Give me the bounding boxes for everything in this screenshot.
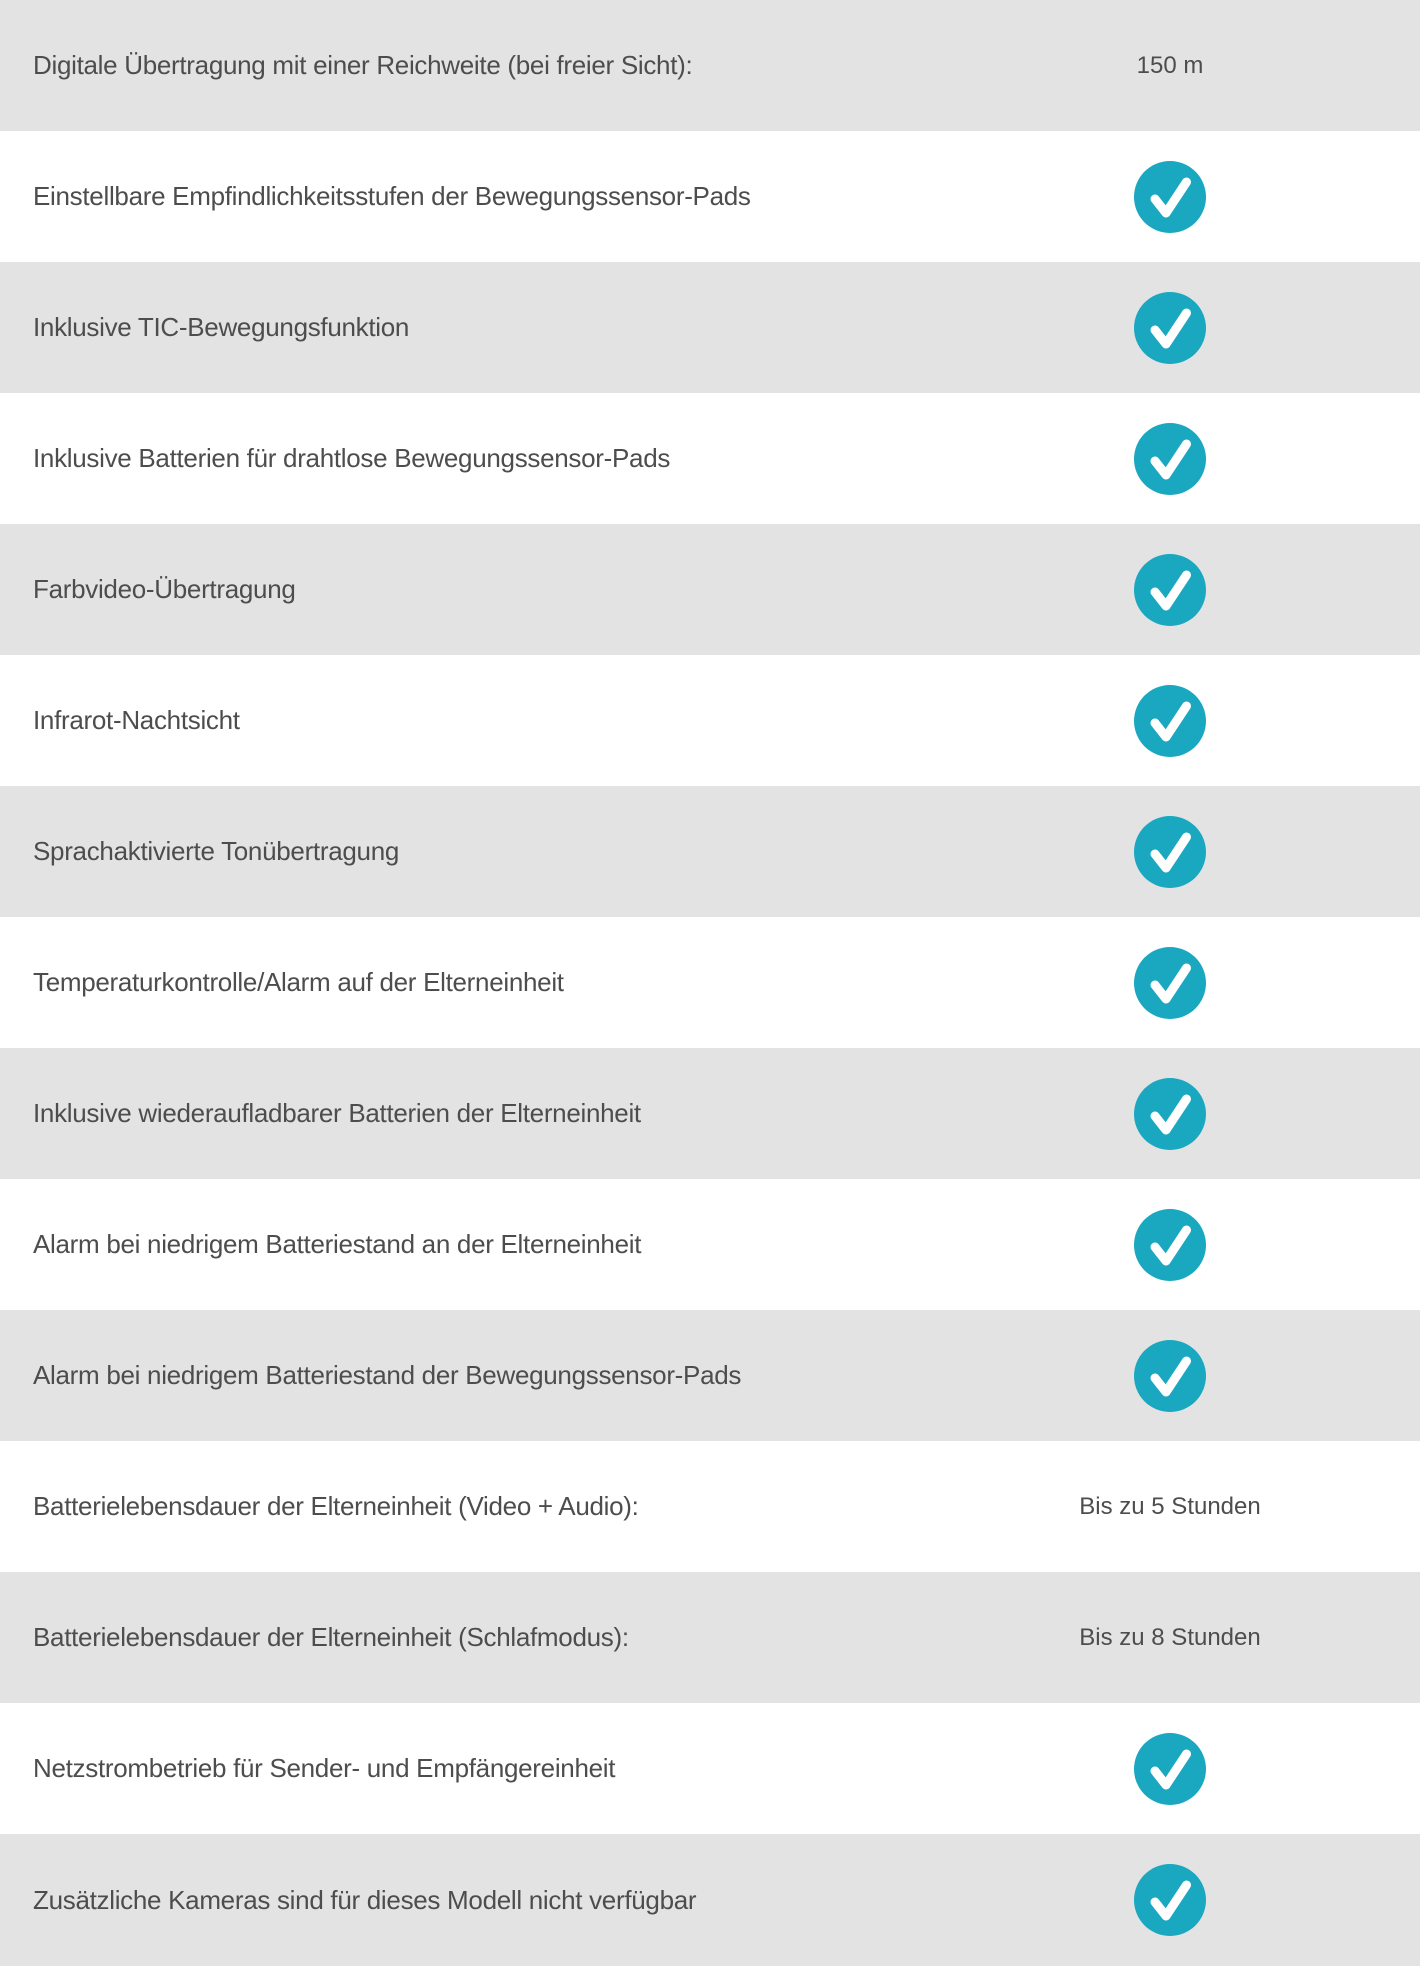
feature-value-cell [920, 1078, 1420, 1150]
check-icon [1134, 1078, 1206, 1150]
feature-value-cell [920, 1340, 1420, 1412]
check-icon [1134, 816, 1206, 888]
feature-value-cell [920, 423, 1420, 495]
feature-value-cell [920, 554, 1420, 626]
table-row [0, 1048, 1420, 1179]
check-icon [1134, 292, 1206, 364]
table-row [0, 655, 1420, 786]
feature-value-cell [920, 1624, 1420, 1652]
check-icon [1134, 1340, 1206, 1412]
table-row [0, 262, 1420, 393]
check-icon [1134, 554, 1206, 626]
feature-value-cell [920, 1864, 1420, 1936]
feature-label: Alarm bei niedrigem Batteriestand der Bewegungssensor-Pads [33, 1360, 742, 1390]
table-row [0, 1441, 1420, 1572]
feature-label: Einstellbare Empfindlichkeitsstufen der Bewegungssensor-Pads [33, 181, 751, 211]
feature-label: Sprachaktivierte Tonübertragung [33, 836, 400, 866]
feature-value-cell [920, 161, 1420, 233]
table-row [0, 1179, 1420, 1310]
feature-label: Inklusive TIC-Bewegungsfunktion [33, 312, 410, 342]
feature-label: Netzstrombetrieb für Sender- und Empfängereinheit [33, 1753, 616, 1783]
check-icon [1134, 1864, 1206, 1936]
table-row [0, 393, 1420, 524]
feature-value-cell [920, 1733, 1420, 1805]
check-icon [1134, 1733, 1206, 1805]
table-row [0, 131, 1420, 262]
table-row [0, 1572, 1420, 1703]
table-row [0, 786, 1420, 917]
table-row [0, 0, 1420, 131]
feature-value-cell [920, 292, 1420, 364]
feature-value-cell [920, 947, 1420, 1019]
feature-label: Infrarot-Nachtsicht [33, 705, 240, 735]
feature-value-cell [920, 1493, 1420, 1521]
feature-value: Bis zu 5 Stunden [1079, 1492, 1261, 1520]
feature-value: 150 m [1136, 51, 1204, 79]
feature-value-cell [920, 52, 1420, 80]
feature-label: Alarm bei niedrigem Batteriestand an der Elterneinheit [33, 1229, 642, 1259]
table-row [0, 1834, 1420, 1966]
check-icon [1134, 947, 1206, 1019]
feature-label: Batterielebensdauer der Elterneinheit (Video + Audio): [33, 1491, 639, 1521]
check-icon [1134, 423, 1206, 495]
table-row [0, 524, 1420, 655]
feature-value-cell [920, 816, 1420, 888]
feature-label: Temperaturkontrolle/Alarm auf der Elterneinheit [33, 967, 564, 997]
feature-value: Bis zu 8 Stunden [1079, 1623, 1261, 1651]
feature-label: Inklusive Batterien für drahtlose Bewegungssensor-Pads [33, 443, 671, 473]
table-row [0, 1703, 1420, 1834]
feature-label: Batterielebensdauer der Elterneinheit (Schlafmodus): [33, 1622, 629, 1652]
feature-label: Inklusive wiederaufladbarer Batterien der Elterneinheit [33, 1098, 641, 1128]
table-row [0, 1310, 1420, 1441]
feature-label: Zusätzliche Kameras sind für dieses Modell nicht verfügbar [33, 1884, 697, 1915]
table-row [0, 917, 1420, 1048]
check-icon [1134, 1209, 1206, 1281]
check-icon [1134, 685, 1206, 757]
feature-label: Digitale Übertragung mit einer Reichweite (bei freier Sicht): [33, 50, 693, 80]
check-icon [1134, 161, 1206, 233]
feature-value-cell [920, 685, 1420, 757]
feature-label: Farbvideo-Übertragung [33, 574, 296, 604]
feature-value-cell [920, 1209, 1420, 1281]
